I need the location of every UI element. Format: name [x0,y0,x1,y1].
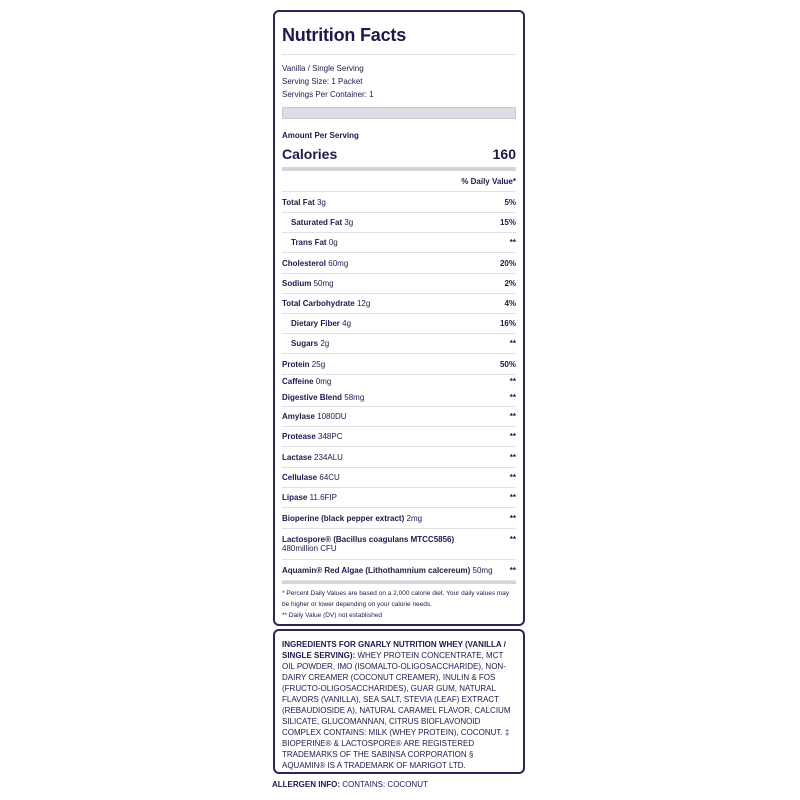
nutrient-amount: 50mg [313,279,334,288]
nutrient-list [282,192,516,581]
nutrient-row [282,253,516,274]
calories-label: Calories [282,146,338,162]
nutrient-label [282,259,348,268]
nutrient-daily-value: ** [509,535,516,544]
nutrient-daily-value: ** [509,565,516,575]
nutrient-daily-value: 2% [504,279,516,288]
serving-info [282,62,516,101]
nutrient-name: Saturated Fat [291,218,343,227]
nutrient-daily-value: 16% [499,319,516,328]
nutrient-label [282,535,492,553]
nutrient-name: Lipase [282,493,308,502]
nutrition-facts-title: Nutrition Facts [282,25,516,55]
footnote-daily-values: * Percent Daily Values are based on a 2,000 calorie diet. Your daily values may be higher or lower depending on your calorie needs. [282,590,510,608]
nutrient-amount: 64CU [319,473,340,482]
nutrient-label [282,319,351,328]
nutrient-label [282,453,343,462]
nutrient-daily-value: ** [509,238,516,247]
nutrient-name: Lactase [282,452,312,462]
variant-label: Vanilla / Single Serving [282,64,364,73]
daily-value-header: % Daily Value* [282,171,516,192]
nutrient-amount: 234ALU [314,452,343,462]
nutrient-amount: 2mg [406,513,423,523]
nutrient-amount: 1080DU [317,412,347,421]
nutrient-amount: 2g [320,339,330,348]
nutrient-name: Aquamin® Red Algae (Lithothamnium calcereum) [282,565,471,575]
nutrient-label [282,473,340,482]
nutrient-label [282,198,326,207]
nutrient-name: Bioperine (black pepper extract) [282,513,405,523]
nutrient-amount: 0mg [315,377,332,386]
nutrient-daily-value: 15% [499,218,516,227]
nutrient-name: Sodium [282,279,312,288]
nutrient-daily-value: ** [509,452,516,462]
calories-row [282,146,516,171]
nutrient-amount: 25g [311,359,326,369]
nutrient-name: Trans Fat [291,238,327,247]
allergen-info [272,780,428,789]
nutrient-row [282,468,516,488]
nutrient-row [282,508,516,529]
thick-divider [282,107,516,119]
nutrient-label [282,412,347,421]
ingredients-panel [273,629,525,774]
nutrient-daily-value: 5% [504,197,516,207]
allergen-label: ALLERGEN INFO: [272,780,340,789]
servings-per-container: Servings Per Container: 1 [282,90,374,99]
serving-size: Serving Size: 1 Packet [282,77,363,86]
nutrient-row [282,560,516,581]
nutrient-amount: 11.6FIP [309,493,337,502]
nutrient-label [282,299,370,308]
nutrient-label [282,432,343,441]
nutrient-daily-value: ** [509,412,516,421]
nutrient-name: Protease [282,432,316,441]
nutrient-row [282,407,516,427]
footnote-dv-not-established: ** Daily Value (DV) not established [282,612,382,619]
nutrient-label [282,238,338,247]
calories-value: 160 [492,146,516,162]
nutrient-daily-value: 50% [499,359,516,369]
nutrient-row [282,233,516,253]
nutrient-label [282,360,325,369]
nutrient-amount: 480million CFU [282,544,337,553]
nutrient-daily-value: ** [509,493,516,502]
nutrient-daily-value: ** [509,377,516,386]
nutrient-row [282,447,516,468]
footnote-divider [282,581,516,584]
nutrient-daily-value: ** [509,392,516,402]
nutrient-daily-value: ** [509,513,516,523]
nutrient-row [282,354,516,375]
nutrient-name: Digestive Blend [282,392,343,402]
nutrient-name: Total Carbohydrate [282,299,355,308]
nutrient-row [282,375,516,388]
nutrient-amount: 58mg [344,392,365,402]
nutrient-daily-value: ** [509,339,516,348]
nutrient-name: Dietary Fiber [291,319,340,328]
footnotes [282,588,516,621]
allergen-text: CONTAINS: COCONUT [342,780,428,789]
nutrient-name: Sugars [291,339,319,348]
ingredients-heading: INGREDIENTS FOR GNARLY NUTRITION WHEY (VANILLA / SINGLE SERVING): [282,640,506,660]
nutrient-amount: 3g [316,197,326,207]
nutrient-row [282,314,516,334]
nutrient-name: Total Fat [282,197,315,207]
nutrient-name: Protein [282,359,310,369]
nutrient-row [282,427,516,447]
ingredients-list: WHEY PROTEIN CONCENTRATE, MCT OIL POWDER, IMO (ISOMALTO-OLIGOSACCHARIDE), NON-DAIRY CREAMER (COCONUT CREAMER), INULIN & FOS (FRUCTO-OLIGOSACCHARIDES), GUAR GUM, NATURAL FLAVORS (VANILLA), SEA SALT, STEVIA (LEAF) EXTRACT (REBAUDIOSIDE A), NATURAL CARAMEL FLAVOR, CALCIUM SILICATE, GLUCOMANNAN, CITRUS BIOFLAVONOID COMPLEX CONTAINS: MILK (WHEY PROTEIN), COCONUT. ‡ BIOPERINE® & LACTOSPORE® ARE REGISTERED TRADEMARKS OF THE SABINSA CORPORATION § AQUAMIN® IS A TRADEMARK OF MARIGOT LTD. [282,651,511,770]
nutrient-amount: 348PC [318,432,343,441]
nutrient-row [282,334,516,354]
nutrient-amount: 50mg [472,565,493,575]
nutrient-name: Cellulase [282,473,318,482]
nutrient-daily-value: ** [509,473,516,482]
nutrient-name: Caffeine [282,377,314,386]
nutrient-amount: 4g [342,319,352,328]
amount-per-serving: Amount Per Serving [282,131,359,140]
nutrient-label [282,377,331,386]
nutrient-name: Cholesterol [282,258,327,268]
nutrition-facts-panel [273,10,525,626]
nutrient-row [282,388,516,407]
nutrient-label [282,566,493,575]
nutrient-amount: 12g [356,299,371,308]
nutrient-daily-value: 20% [499,258,516,268]
nutrient-label [282,514,422,523]
nutrient-label [282,493,337,502]
nutrient-row [282,274,516,294]
nutrient-label [282,339,329,348]
nutrient-name: Lactospore® (Bacillus coagulans MTCC5856) [282,535,455,544]
nutrient-row [282,213,516,233]
nutrient-label [282,218,353,227]
nutrient-daily-value: 4% [504,299,516,308]
nutrient-row [282,529,516,560]
nutrient-label [282,393,364,402]
nutrient-amount: 3g [344,218,354,227]
nutrient-row [282,192,516,213]
ingredients-text [282,639,516,771]
nutrient-amount: 0g [328,238,338,247]
nutrient-label [282,279,334,288]
nutrient-daily-value: ** [509,432,516,441]
nutrient-name: Amylase [282,412,315,421]
nutrient-row [282,488,516,508]
nutrient-amount: 60mg [328,258,349,268]
nutrient-row [282,294,516,314]
